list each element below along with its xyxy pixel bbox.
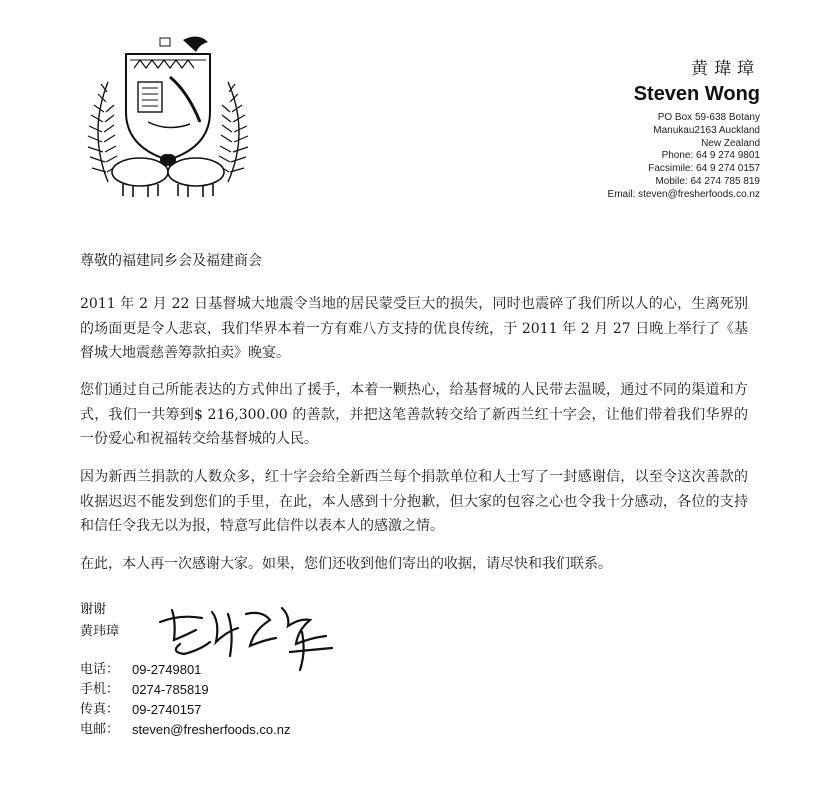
contact-mobile — [80, 680, 290, 700]
contact-value: steven@fresherfoods.co.nz — [132, 722, 291, 737]
paragraph-2: 您们通过自己所能表达的方式伸出了援手，本着一颗热心，给基督城的人民带去温暖，通过不同的渠道和方式，我们一共筹到$ 216,300.00 的善款，并把这笔善款转交给了新西兰红十字会，让他们带着我们华界的一份爱心和祝福转交给基督城的人民。 — [80, 382, 748, 447]
email-line: Email: steven@fresherfoods.co.nz — [607, 188, 760, 200]
contact-value: 0274-785819 — [132, 682, 209, 697]
contact-fax — [80, 700, 290, 720]
crest-logo — [78, 32, 258, 202]
letterhead — [634, 54, 760, 106]
contact-label: 手机： — [80, 682, 120, 697]
phone-line: Phone: 64 9 274 9801 — [661, 150, 760, 162]
contact-label: 电邮： — [80, 722, 120, 737]
sender-name-chinese: 黄瑋璋 — [691, 59, 760, 79]
contact-label: 电话： — [80, 662, 120, 677]
contact-block — [80, 660, 290, 740]
fax-line: Facsimile: 64 9 274 0157 — [648, 163, 760, 175]
contact-label: 传真： — [80, 702, 120, 717]
sender-address-block — [600, 112, 760, 202]
paragraph-4: 在此，本人再一次感谢大家。如果，您们还收到他们寄出的收据，请尽快和我们联系。 — [80, 556, 612, 572]
address-line: New Zealand — [701, 137, 760, 149]
paragraph-3: 因为新西兰捐款的人数众多，红十字会给全新西兰每个捐款单位和人士写了一封感谢信，以至令这次善款的收据迟迟不能发到您们的手里，在此，本人感到十分抱歉，但大家的包容之心也令我十分感动，各位的支持和信任令我无以为报，特意写此信件以表本人的感激之情。 — [80, 469, 748, 534]
contact-value: 09-2740157 — [132, 702, 202, 717]
contact-email — [80, 720, 290, 740]
paragraph-1: 2011 年 2 月 22 日基督城大地震令当地的居民蒙受巨大的损失，同时也震碎了我们所以人的心，生离死别的场面更是令人悲哀，我们华界本着一方有难八方支持的优良传统，于 2011 年 2 月 27 日晚上举行了《基督城大地震慈善筹款拍卖》晚宴。 — [80, 296, 748, 361]
mobile-line: Mobile: 64 274 785 819 — [655, 175, 760, 187]
sender-name-english: Steven Wong — [633, 83, 760, 105]
signer-name: 黄玮璋 — [80, 624, 120, 639]
contact-value: 09-2749801 — [132, 662, 202, 677]
address-line: PO Box 59-638 Botany — [657, 112, 760, 123]
closing-thanks: 谢谢 — [80, 602, 107, 617]
salutation: 尊敬的福建同乡会及福建商会 — [80, 253, 262, 269]
address-line: Manukau2163 Auckland — [653, 124, 760, 136]
contact-phone — [80, 660, 290, 680]
